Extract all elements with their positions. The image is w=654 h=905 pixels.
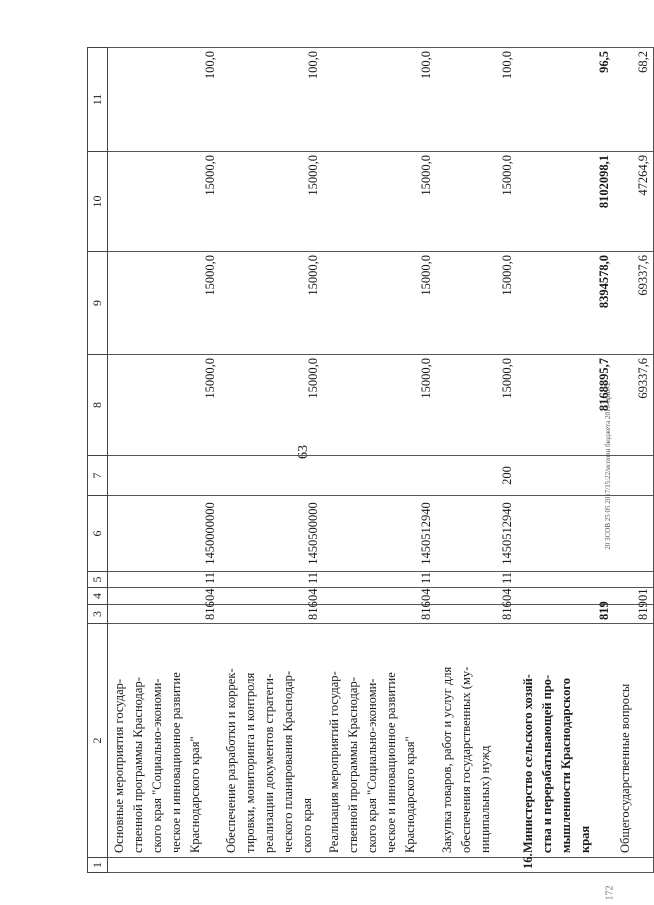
description-line: ческое и инновационное развитие	[169, 672, 183, 853]
row-index: 16.	[517, 858, 614, 873]
column-header-3: 3	[88, 605, 108, 624]
ministry-code: 816	[436, 605, 517, 624]
table-header-row	[88, 48, 108, 873]
refined-amount: 8394578,0	[517, 252, 614, 355]
description-line: ческого планирования Краснодар-	[280, 670, 295, 853]
execution-percent: 96,5	[517, 48, 614, 152]
description-line: Краснодарского края"	[402, 736, 417, 853]
description-line: ственной программы Краснодар-	[131, 677, 145, 853]
ministry-code: 819	[614, 605, 654, 624]
execution-percent: 100,0	[108, 48, 220, 152]
execution-percent: 100,0	[436, 48, 517, 152]
section-code: 04	[108, 588, 220, 605]
column-header-1: 1	[88, 858, 108, 873]
table-row	[517, 48, 614, 873]
description-line: Министерство сельского хозяй-	[520, 674, 535, 853]
approved-amount: 15000,0	[323, 355, 436, 456]
section-code: 04	[220, 588, 323, 605]
refined-amount: 15000,0	[323, 252, 436, 355]
row-index	[220, 858, 323, 873]
row-description	[108, 624, 220, 858]
description-line: Закупка товаров, работ и услуг для	[439, 666, 454, 853]
subsection-code	[517, 572, 614, 588]
target-article-code: 1450000000	[108, 496, 220, 572]
expense-type-code	[323, 456, 436, 496]
description-line: Общегосударственные вопросы	[617, 683, 632, 853]
refined-amount: 15000,0	[108, 252, 220, 355]
column-header-9: 9	[88, 252, 108, 355]
refined-amount: 69337,6	[614, 252, 654, 355]
table-row	[436, 48, 517, 873]
table-row	[323, 48, 436, 873]
document-footer: 20 ЗСОВ 25 05 2017/15:22/исполн бюджета 2016-прил-2	[604, 382, 612, 550]
row-index	[323, 858, 436, 873]
description-line: ского края "Социально-экономи-	[150, 678, 164, 853]
approved-amount: 15000,0	[108, 355, 220, 456]
section-code: 04	[436, 588, 517, 605]
description-line: ственной программы Краснодар-	[345, 677, 360, 853]
row-index	[108, 858, 220, 873]
ministry-code: 816	[220, 605, 323, 624]
target-article-code	[614, 496, 654, 572]
column-header-7: 7	[88, 456, 108, 496]
expense-type-code	[517, 456, 614, 496]
description-line: края	[577, 825, 592, 853]
description-line: мышленности Краснодарского	[558, 678, 573, 853]
row-description	[436, 624, 517, 858]
table-row	[108, 48, 220, 873]
subsection-code: 11	[436, 572, 517, 588]
row-index	[436, 858, 517, 873]
executed-amount: 8102098,1	[517, 152, 614, 252]
table-body	[108, 48, 654, 873]
row-description	[517, 624, 614, 858]
approved-amount: 15000,0	[436, 355, 517, 456]
column-header-11: 11	[88, 48, 108, 152]
description-line: Основные мероприятия государ-	[112, 678, 126, 853]
table-row	[614, 48, 654, 873]
executed-amount: 47264,9	[614, 152, 654, 252]
refined-amount: 15000,0	[436, 252, 517, 355]
section-code: 01	[614, 588, 654, 605]
subsection-code: 11	[108, 572, 220, 588]
executed-amount: 15000,0	[436, 152, 517, 252]
description-line: ского края	[299, 797, 314, 853]
execution-percent: 68,2	[614, 48, 654, 152]
ministry-code: 816	[108, 605, 220, 624]
row-description	[220, 624, 323, 858]
subsection-code	[614, 572, 654, 588]
budget-table	[87, 47, 654, 873]
description-line: обеспечения государственных (му-	[458, 666, 473, 853]
description-line: Краснодарского края"	[188, 736, 202, 853]
expense-type-code	[220, 456, 323, 496]
expense-type-code: 200	[436, 456, 517, 496]
description-line: ства и перерабатывающей про-	[539, 674, 554, 853]
row-description	[323, 624, 436, 858]
target-article-code	[517, 496, 614, 572]
column-header-4: 4	[88, 588, 108, 605]
budget-table-container	[87, 48, 650, 873]
approved-amount: 8168895,7	[517, 355, 614, 456]
description-line: ского края "Социально-экономи-	[364, 678, 379, 853]
column-header-5: 5	[88, 572, 108, 588]
description-line: реализации документов стратеги-	[261, 673, 276, 853]
section-code: 04	[323, 588, 436, 605]
sheet-mark: 172	[604, 885, 616, 901]
row-description	[614, 624, 654, 858]
execution-percent: 100,0	[220, 48, 323, 152]
description-line: тировки, мониторинга и контроля	[242, 672, 257, 853]
column-header-8: 8	[88, 355, 108, 456]
row-index	[614, 858, 654, 873]
ministry-code: 819	[517, 605, 614, 624]
subsection-code: 11	[323, 572, 436, 588]
target-article-code: 1450512940	[323, 496, 436, 572]
column-header-10: 10	[88, 152, 108, 252]
expense-type-code	[614, 456, 654, 496]
execution-percent: 100,0	[323, 48, 436, 152]
table-row	[220, 48, 323, 873]
approved-amount: 15000,0	[220, 355, 323, 456]
description-line: ческое и инновационное развитие	[383, 672, 398, 853]
approved-amount: 69337,6	[614, 355, 654, 456]
executed-amount: 15000,0	[220, 152, 323, 252]
target-article-code: 1450512940	[436, 496, 517, 572]
column-header-2: 2	[88, 624, 108, 858]
expense-type-code	[108, 456, 220, 496]
column-header-6: 6	[88, 496, 108, 572]
refined-amount: 15000,0	[220, 252, 323, 355]
description-line: Реализация мероприятий государ-	[326, 671, 341, 853]
target-article-code: 1450500000	[220, 496, 323, 572]
ministry-code: 816	[323, 605, 436, 624]
page-number: 63	[296, 445, 311, 459]
executed-amount: 15000,0	[108, 152, 220, 252]
subsection-code: 11	[220, 572, 323, 588]
description-line: ниципальных) нужд	[477, 745, 492, 853]
description-line: Обеспечение разработки и коррек-	[223, 668, 238, 853]
executed-amount: 15000,0	[323, 152, 436, 252]
